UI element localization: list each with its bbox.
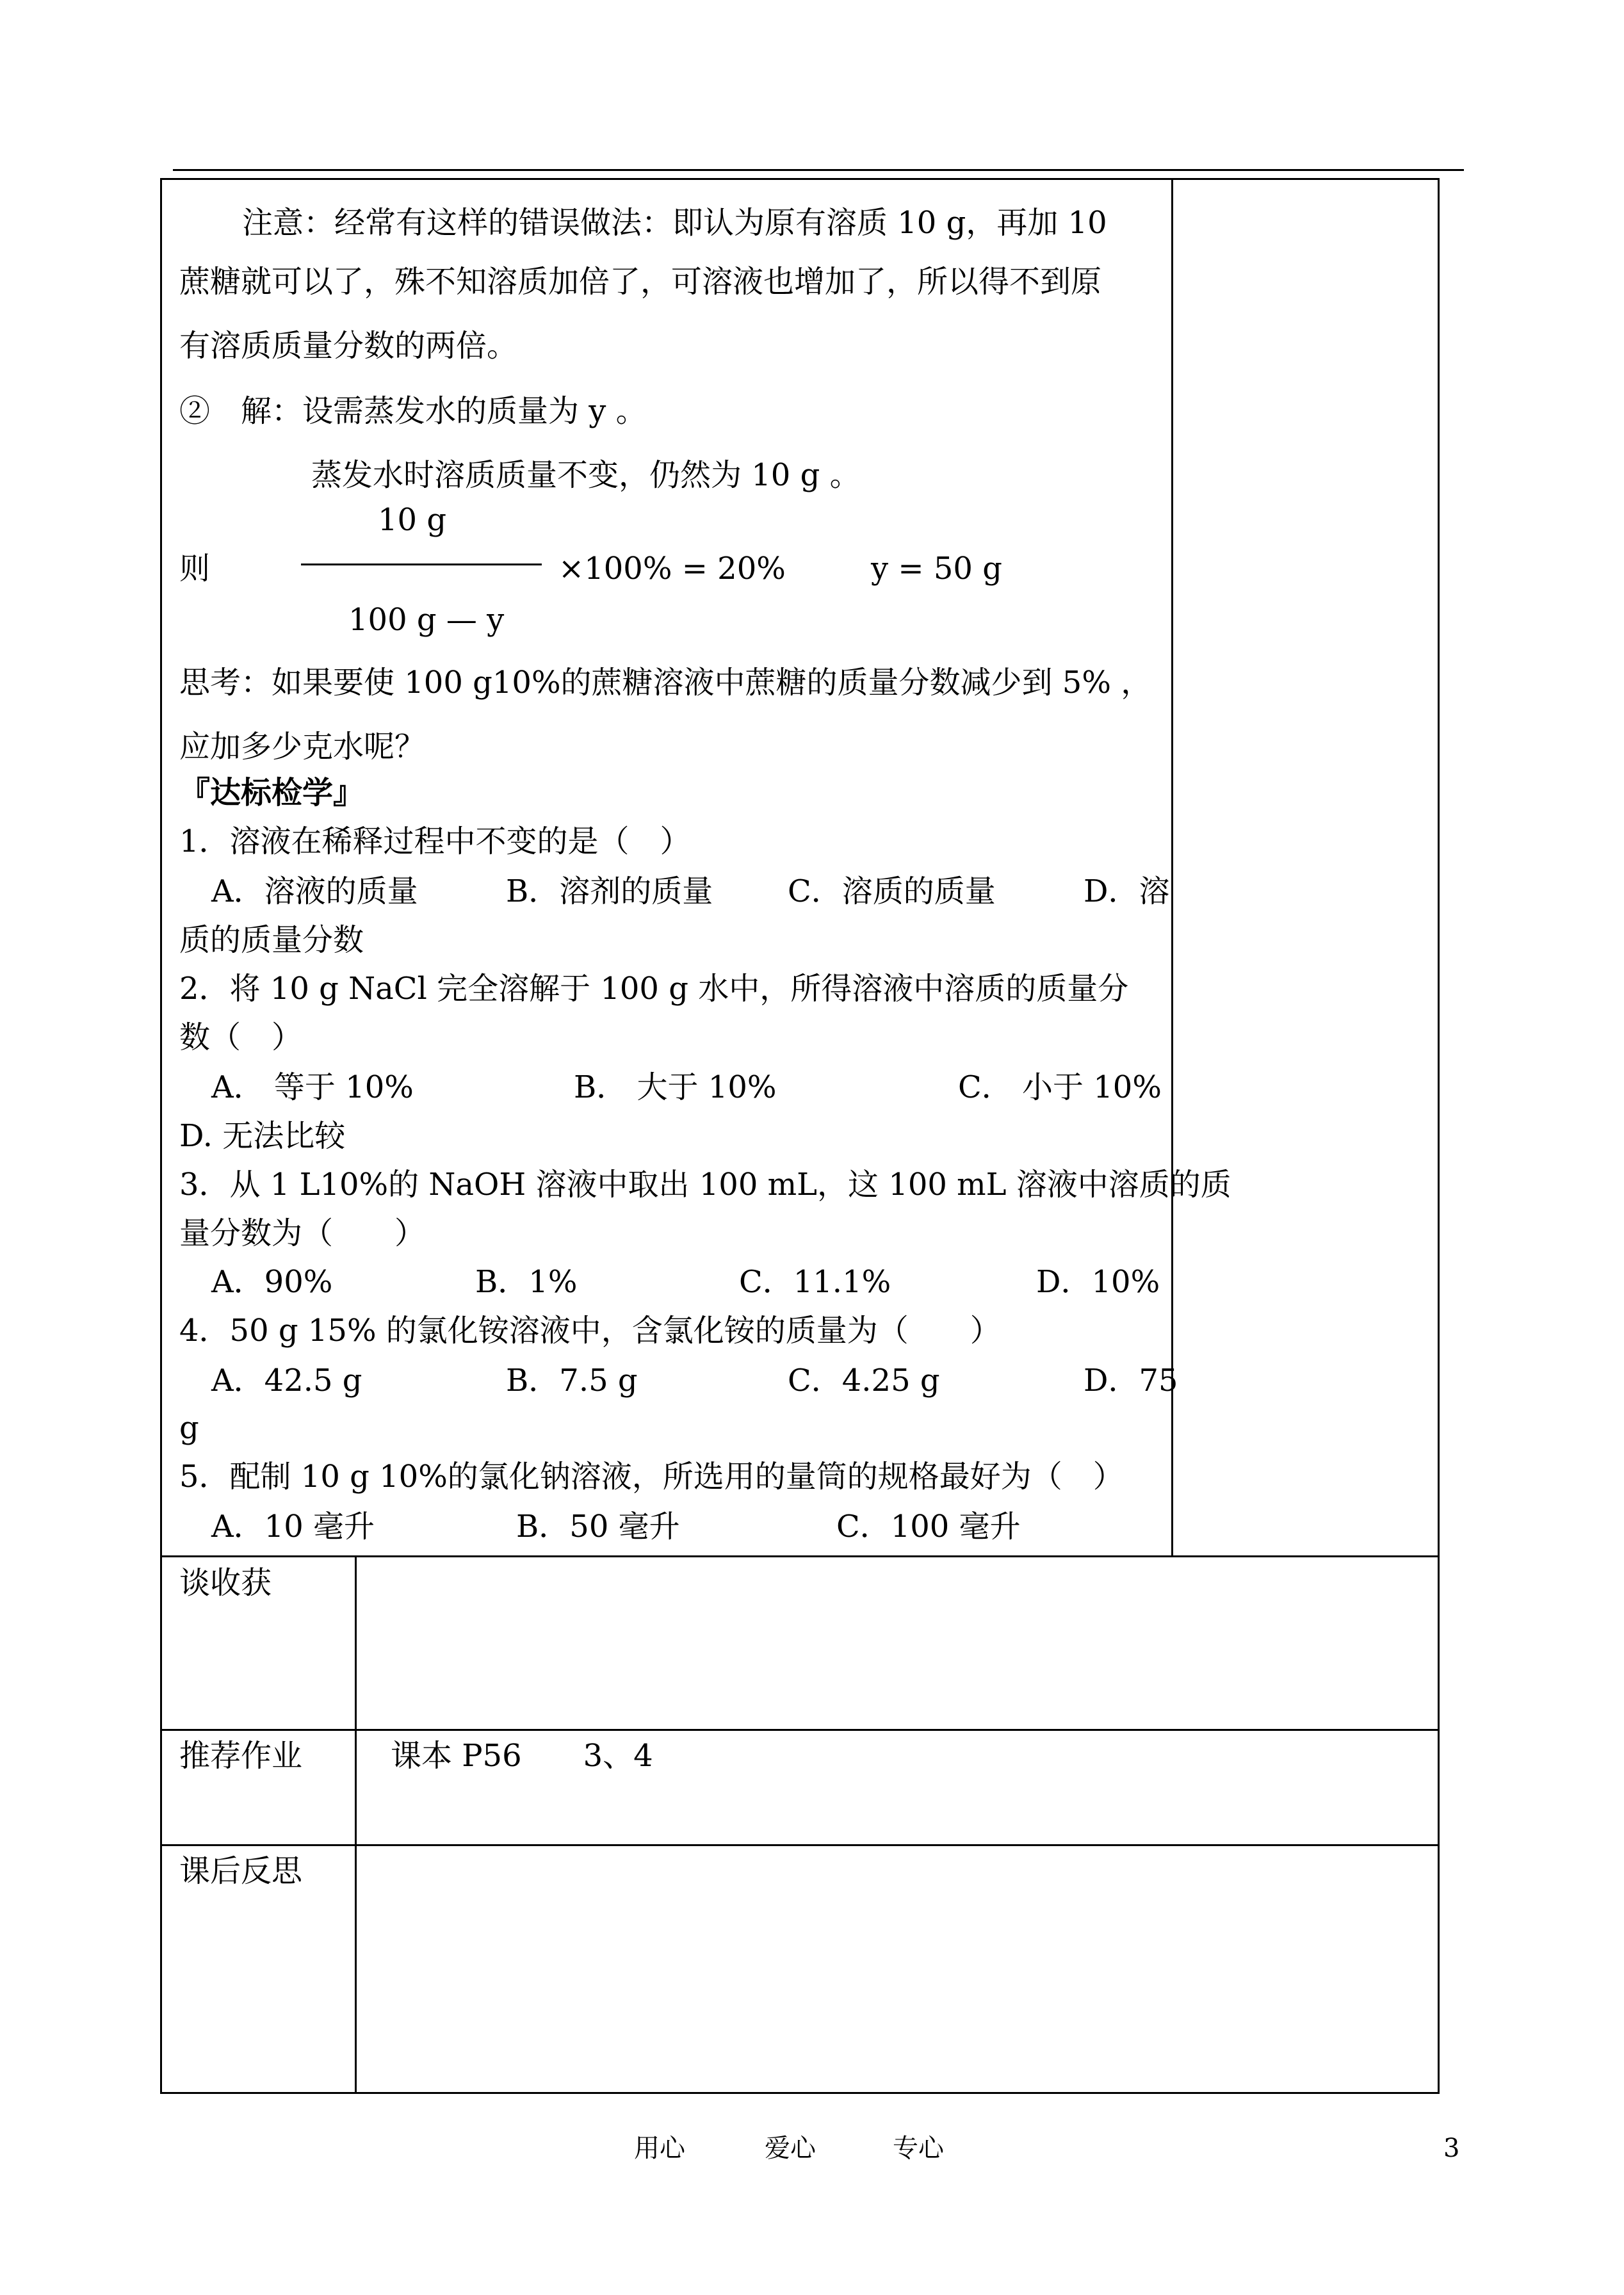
q5-option-c: C．100 毫升 bbox=[836, 1509, 1021, 1545]
question-5: 5．配制 10 g 10%的氯化钠溶液，所选用的量筒的规格最好为（ ） bbox=[179, 1459, 1124, 1495]
homework-label: 推荐作业 bbox=[179, 1738, 303, 1774]
q3-option-b: B．1% bbox=[475, 1264, 578, 1300]
q2-option-c: C． 小于 10% bbox=[958, 1069, 1162, 1105]
reflection-label: 课后反思 bbox=[179, 1853, 303, 1889]
q5-option-b: B．50 毫升 bbox=[516, 1509, 680, 1545]
note-line-2: 蔗糖就可以了，殊不知溶质加倍了，可溶液也增加了，所以得不到原 bbox=[179, 264, 1102, 300]
homework-value: 课本 P56 3、4 bbox=[391, 1738, 653, 1774]
label-column-divider bbox=[355, 1555, 357, 2094]
fraction-denominator: 100 g — y bbox=[348, 602, 505, 638]
question-2-cont: 数（ ） bbox=[179, 1019, 303, 1055]
section-title: 『达标检学』 bbox=[179, 775, 364, 811]
q2-option-b: B． 大于 10% bbox=[574, 1069, 777, 1105]
q5-option-a: A．10 毫升 bbox=[211, 1509, 375, 1545]
q2-option-d: D. 无法比较 bbox=[179, 1118, 346, 1154]
q4-option-c: C．4.25 g bbox=[788, 1363, 940, 1399]
q3-option-c: C．11.1% bbox=[739, 1264, 891, 1300]
footer-word-1: 用心 bbox=[634, 2134, 685, 2163]
think-line-1: 思考：如果要使 100 g10%的蔗糖溶液中蔗糖的质量分数减少到 5% ， bbox=[179, 665, 1152, 701]
question-3: 3．从 1 L10%的 NaOH 溶液中取出 100 mL，这 100 mL 溶液中溶质的质 bbox=[179, 1167, 1231, 1203]
footer-word-3: 专心 bbox=[893, 2134, 944, 2163]
q3-option-a: A．90% bbox=[211, 1264, 333, 1300]
note-line-1: 注意：经常有这样的错误做法：即认为原有溶质 10 g，再加 10 bbox=[242, 205, 1107, 241]
q3-option-d: D．10% bbox=[1036, 1264, 1160, 1300]
row-divider-harvest bbox=[160, 1555, 1440, 1557]
solution-result: y = 50 g bbox=[871, 551, 1002, 587]
solution-line-2: 蒸发水时溶质质量不变，仍然为 10 g 。 bbox=[311, 457, 861, 493]
fraction-numerator: 10 g bbox=[378, 502, 447, 538]
q2-option-a: A． 等于 10% bbox=[211, 1069, 414, 1105]
q1-option-b: B．溶剂的质量 bbox=[506, 873, 713, 909]
think-line-2: 应加多少克水呢？ bbox=[179, 729, 426, 765]
row-divider-homework bbox=[160, 1729, 1440, 1731]
q1-option-d-cont: 质的质量分数 bbox=[179, 922, 364, 958]
solution-line-1: ② 解：设需蒸发水的质量为 y 。 bbox=[179, 393, 647, 429]
fraction-bar bbox=[301, 564, 542, 565]
note-line-3: 有溶质质量分数的两倍。 bbox=[179, 328, 518, 364]
q4-option-a: A．42.5 g bbox=[211, 1363, 362, 1399]
right-column-divider bbox=[1171, 178, 1173, 1557]
footer-word-2: 爱心 bbox=[765, 2134, 816, 2163]
q1-option-a: A．溶液的质量 bbox=[211, 873, 418, 909]
solution-prefix: 则 bbox=[179, 551, 211, 587]
question-4: 4．50 g 15% 的氯化铵溶液中，含氯化铵的质量为（ ） bbox=[179, 1313, 1001, 1349]
page-number: 3 bbox=[1443, 2134, 1460, 2163]
row-divider-reflection bbox=[160, 1844, 1440, 1846]
question-3-cont: 量分数为（ ） bbox=[179, 1215, 426, 1251]
fraction-multiplier: ×100% = 20% bbox=[558, 551, 786, 587]
q1-option-c: C．溶质的质量 bbox=[788, 873, 996, 909]
q4-option-d-cont: g bbox=[179, 1410, 199, 1446]
header-rule bbox=[173, 169, 1464, 171]
question-2: 2．将 10 g NaCl 完全溶解于 100 g 水中，所得溶液中溶质的质量分 bbox=[179, 971, 1129, 1007]
q1-option-d: D．溶 bbox=[1084, 873, 1170, 909]
question-1: 1．溶液在稀释过程中不变的是（ ） bbox=[179, 823, 691, 859]
q4-option-b: B．7.5 g bbox=[506, 1363, 638, 1399]
q4-option-d: D．75 bbox=[1084, 1363, 1178, 1399]
harvest-label: 谈收获 bbox=[179, 1565, 272, 1601]
